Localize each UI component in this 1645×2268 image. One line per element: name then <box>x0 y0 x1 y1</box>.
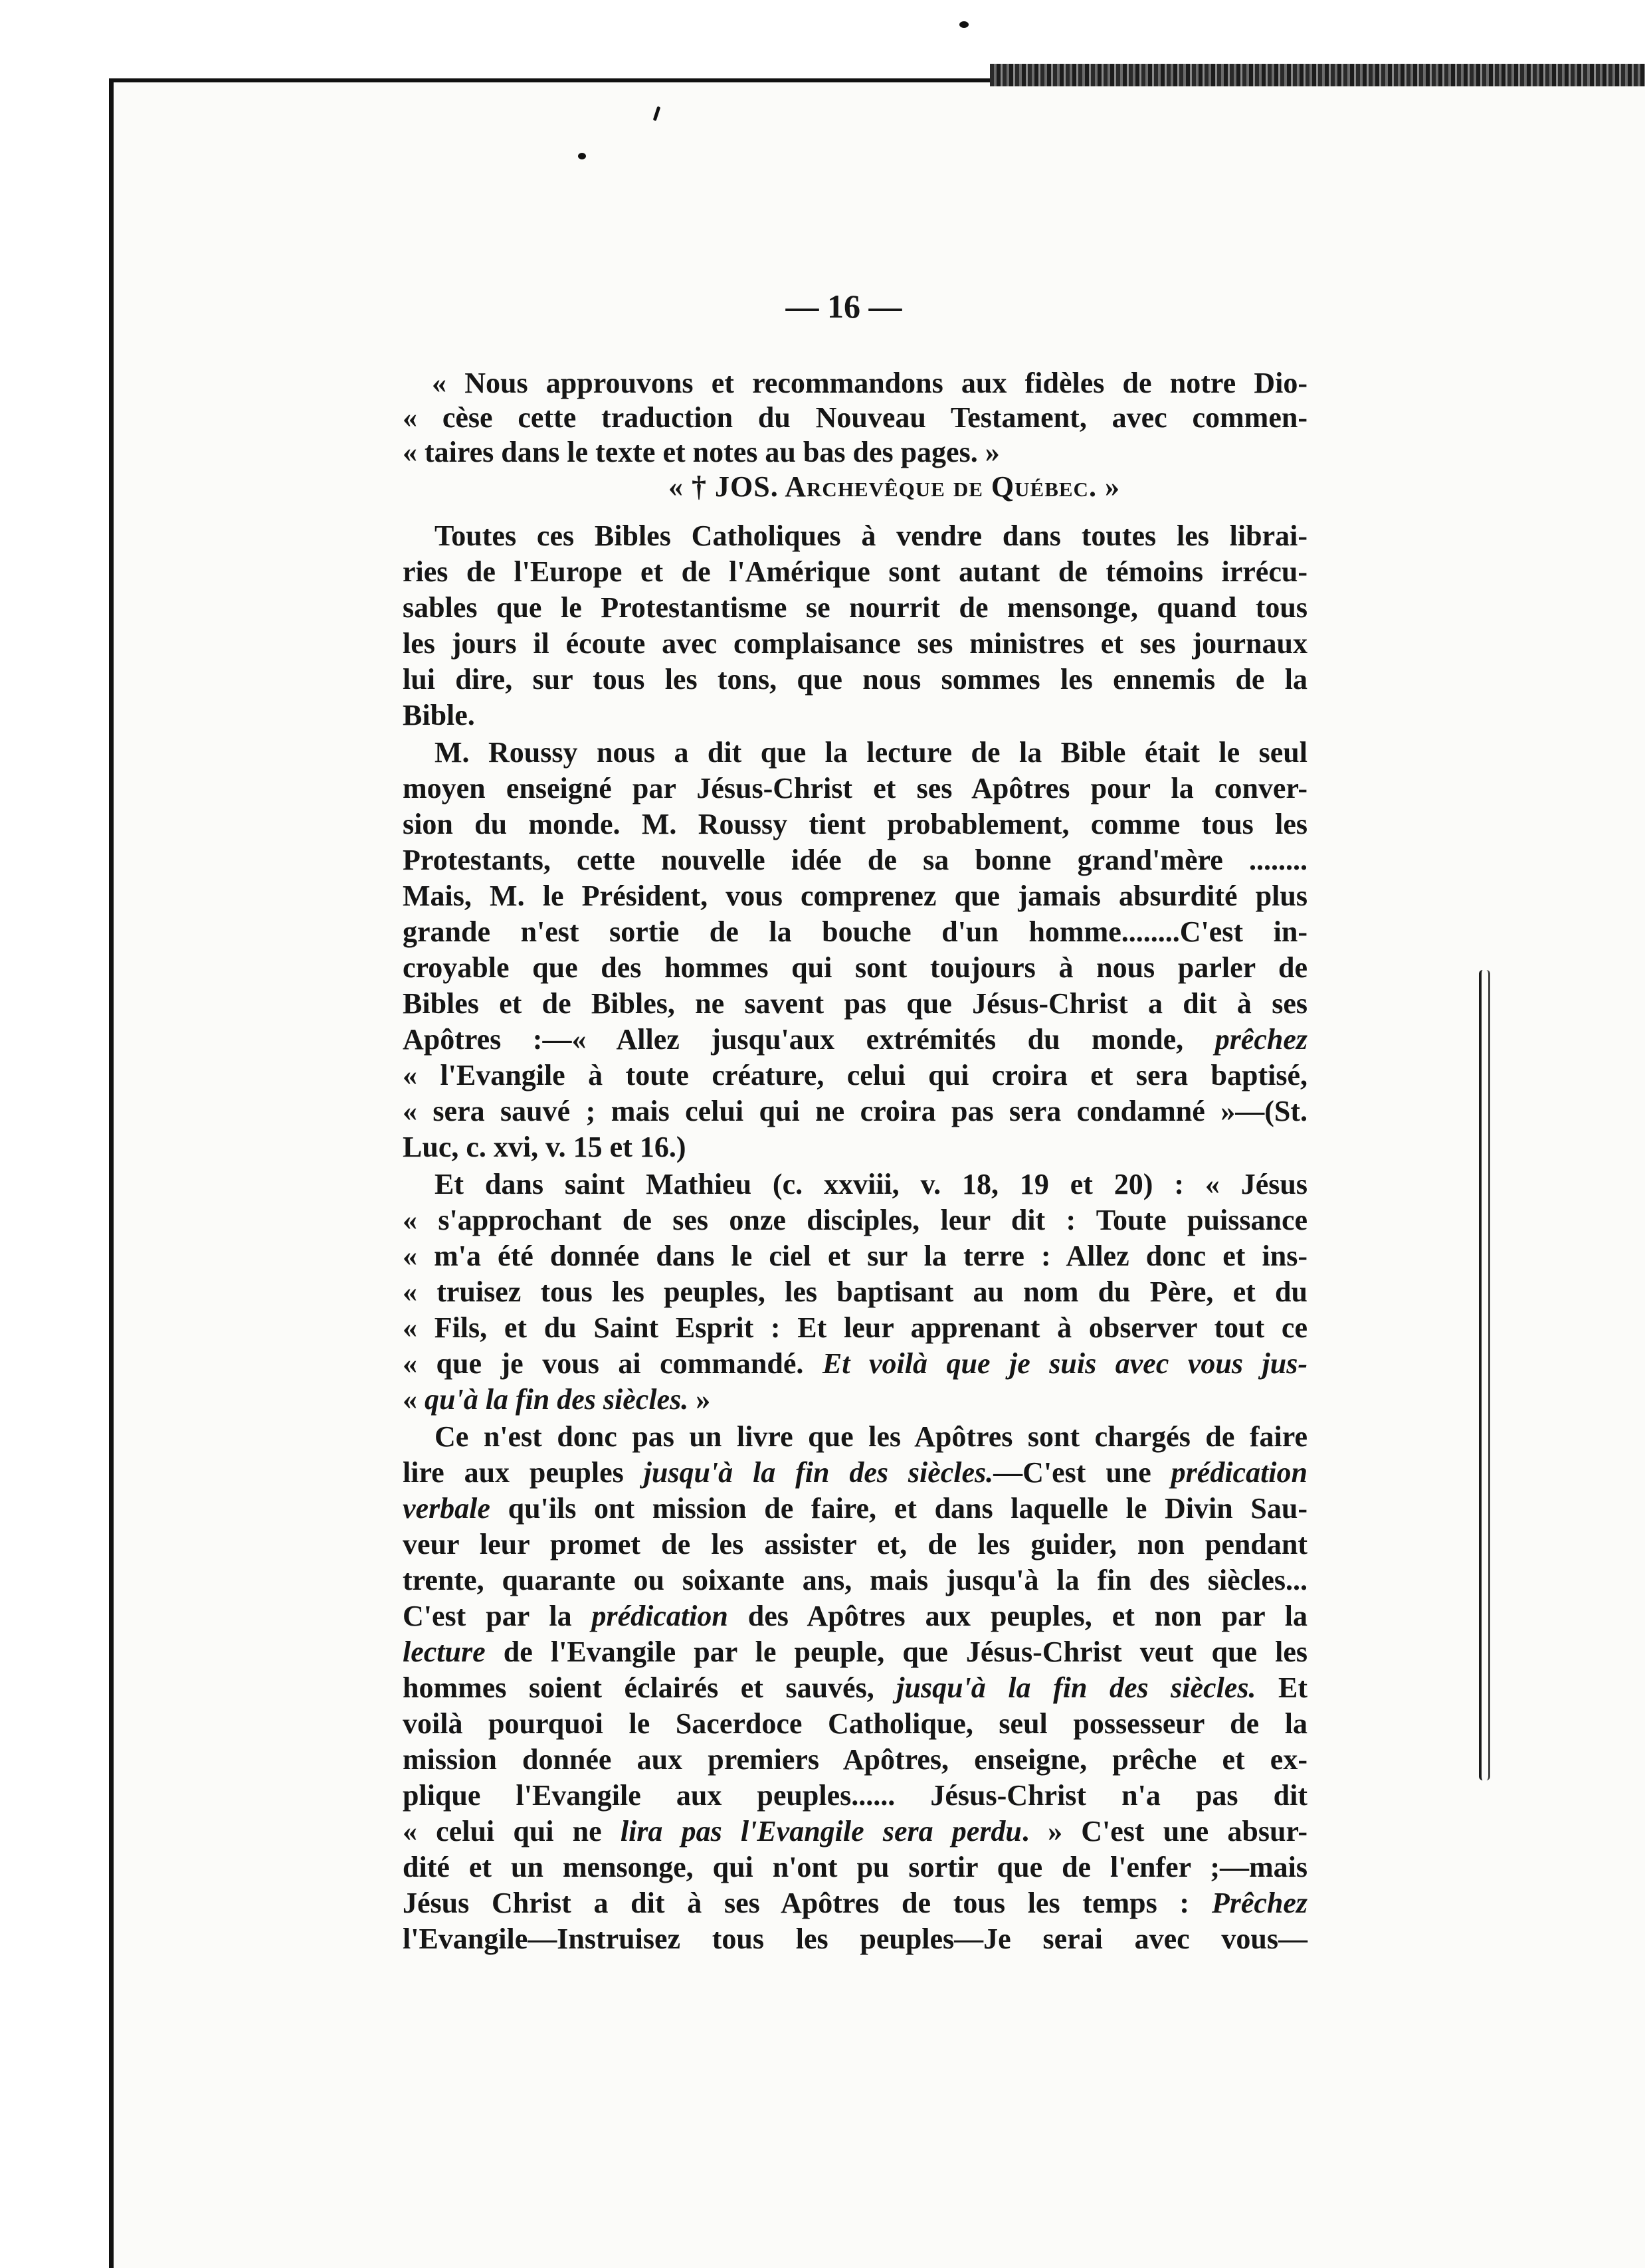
text-line: lui dire, sur tous les tons, que nous sommes les ennemis de la <box>403 663 1307 696</box>
text-line: Luc, c. xvi, v. 15 et 16.) <box>403 1131 686 1163</box>
text-line: « sera sauvé ; mais celui qui ne croira pas sera condamné »—(St. <box>403 1095 1307 1127</box>
ink-speck <box>578 153 586 159</box>
text-line: veur leur promet de les assister et, de les guider, non pendant <box>403 1528 1307 1560</box>
text-line: trente, quarante ou soixante ans, mais jusqu'à la fin des siècles... <box>403 1564 1307 1596</box>
text-line: sables que le Protestantisme se nourrit de mensonge, quand tous <box>403 591 1307 624</box>
text-line <box>403 1670 1307 1706</box>
text-line: ries de l'Europe et de l'Amérique sont autant de témoins irrécu- <box>403 555 1307 588</box>
roman-text: « celui qui ne <box>403 1815 621 1847</box>
text-line: M. Roussy nous a dit que la lecture de la Bible était le seul <box>435 736 1307 769</box>
italic-text: Et voilà que je suis avec vous jus- <box>822 1347 1307 1380</box>
text-line: plique l'Evangile aux peuples...... Jésus-Christ n'a pas dit <box>403 1779 1307 1812</box>
text-line: « m'a été donnée dans le ciel et sur la terre : Allez donc et ins- <box>403 1240 1307 1272</box>
text-line: « cèse cette traduction du Nouveau Testament, avec commen- <box>403 401 1307 434</box>
text-line <box>403 1455 1307 1491</box>
margin-stroke <box>1479 970 1490 1780</box>
text-line: Mais, M. le Président, vous comprenez que jamais absurdité plus <box>403 880 1307 912</box>
italic-text: lira pas l'Evangile sera perdu <box>620 1815 1022 1847</box>
roman-text: C'est par la <box>403 1600 592 1632</box>
text-line <box>403 1634 1307 1670</box>
text-line: les jours il écoute avec complaisance ses ministres et ses journaux <box>403 627 1307 660</box>
roman-text: des Apôtres aux peuples, et non par la <box>727 1600 1308 1632</box>
text-line: mission donnée aux premiers Apôtres, enseigne, prêche et ex- <box>403 1743 1307 1776</box>
roman-text: « que je vous ai commandé. <box>403 1347 822 1380</box>
text-line: « truisez tous les peuples, les baptisant au nom du Père, et du <box>403 1276 1307 1308</box>
text-line <box>403 1598 1307 1634</box>
italic-text: prêchez <box>1214 1023 1307 1056</box>
italic-text: jusqu'à la fin des siècles. <box>896 1671 1256 1704</box>
roman-text: lire aux peuples <box>403 1456 644 1489</box>
italic-text: prédication <box>591 1600 728 1632</box>
text-line: l'Evangile—Instruisez tous les peuples—Je serai avec vous— <box>403 1923 1307 1955</box>
text-line: croyable que des hommes qui sont toujours à nous parler de <box>403 951 1307 984</box>
text-line: Ce n'est donc pas un livre que les Apôtres sont chargés de faire <box>435 1420 1307 1453</box>
text-line <box>403 1382 1307 1418</box>
roman-text: —C'est une <box>993 1456 1171 1489</box>
text-line: « l'Evangile à toute créature, celui qui croira et sera baptisé, <box>403 1059 1307 1091</box>
page-number: — 16 — <box>785 288 902 325</box>
text-line: « Fils, et du Saint Esprit : Et leur apprenant à observer tout ce <box>403 1311 1307 1344</box>
text-line: dité et un mensonge, qui n'ont pu sortir que de l'enfer ;—mais <box>403 1851 1307 1883</box>
italic-text: Prêchez <box>1211 1887 1307 1919</box>
text-line: Et dans saint Mathieu (c. xxviii, v. 18, 19 et 20) : « Jésus <box>435 1168 1307 1200</box>
text-line: sion du monde. M. Roussy tient probablement, comme tous les <box>403 808 1307 840</box>
roman-text: Et <box>1256 1671 1308 1704</box>
italic-text: prédication <box>1171 1456 1307 1489</box>
roman-text: Jésus Christ a dit à ses Apôtres de tous les temps : <box>403 1887 1212 1919</box>
roman-text: hommes soient éclairés et sauvés, <box>403 1671 897 1704</box>
text-line: Toutes ces Bibles Catholiques à vendre dans toutes les librai- <box>435 520 1307 552</box>
roman-text: . » C'est une absur- <box>1021 1815 1307 1847</box>
roman-text: de l'Evangile par le peuple, que Jésus-Christ veut que les <box>485 1636 1307 1668</box>
text-line <box>403 1885 1307 1921</box>
text-line: « s'approchant de ses onze disciples, leur dit : Toute puissance <box>403 1204 1307 1236</box>
roman-text: Apôtres :—« Allez jusqu'aux extrémités du monde, <box>403 1023 1215 1056</box>
roman-text: » <box>688 1383 711 1416</box>
roman-text: « <box>403 1383 425 1416</box>
italic-text: verbale <box>403 1492 490 1525</box>
italic-text: qu'à la fin des siècles. <box>425 1383 689 1416</box>
italic-text: lecture <box>403 1636 486 1668</box>
text-line <box>403 1346 1307 1382</box>
signature-line: « † JOS. Archevêque de Québec. » <box>668 470 1120 503</box>
text-line: Bibles et de Bibles, ne savent pas que Jésus-Christ a dit à ses <box>403 987 1307 1020</box>
text-line: grande n'est sortie de la bouche d'un homme........C'est in- <box>403 915 1307 948</box>
text-line <box>403 1491 1307 1527</box>
text-line: Protestants, cette nouvelle idée de sa bonne grand'mère ........ <box>403 844 1307 876</box>
text-line <box>403 1022 1307 1058</box>
text-line: « Nous approuvons et recommandons aux fidèles de notre Dio- <box>432 367 1307 399</box>
roman-text: qu'ils ont mission de faire, et dans laquelle le Divin Sau- <box>490 1492 1307 1525</box>
text-line: « taires dans le texte et notes au bas des pages. » <box>403 436 1000 468</box>
ink-speck <box>959 21 969 28</box>
text-line: moyen enseigné par Jésus-Christ et ses Apôtres pour la conver- <box>403 772 1307 804</box>
italic-text: jusqu'à la fin des siècles. <box>643 1456 994 1489</box>
text-line: Bible. <box>403 699 475 731</box>
text-line <box>403 1814 1307 1849</box>
page-edge-shadow <box>990 64 1645 86</box>
text-line: voilà pourquoi le Sacerdoce Catholique, seul possesseur de la <box>403 1707 1307 1740</box>
